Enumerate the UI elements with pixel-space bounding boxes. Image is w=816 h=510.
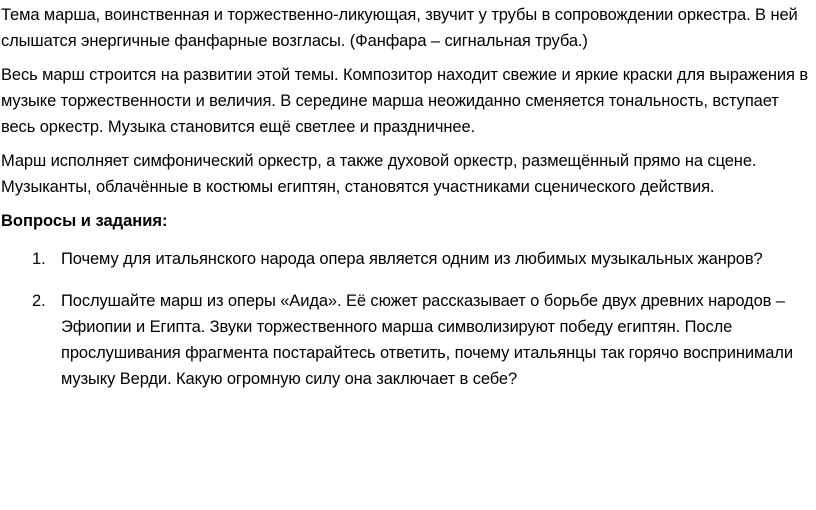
question-text: Почему для итальянского народа опера является одним из любимых музыкальных жанров? — [61, 250, 763, 268]
paragraph-performance: Марш исполняет симфонический оркестр, а также духовой оркестр, размещённый прямо на сцене. Музыканты, облачённые в костюмы египтян, становятся участниками сценического действия. — [1, 152, 757, 196]
paragraph-development: Весь марш строится на развитии этой темы. Композитор находит свежие и яркие краски для выражения в музыке торжественности и величия. В середине марша неожиданно сменяется тональность, вступает весь оркестр. Музыка становится ещё светлее и праздничнее. — [1, 66, 809, 136]
question-item-2 — [1, 288, 810, 392]
question-text: Послушайте марш из оперы «Аида». Её сюжет рассказывает о борьбе двух древних народов – Эфиопии и Египта. Звуки торжественного марша символизируют победу египтян. После прослушивания фрагмента постарайтесь ответить, почему итальянцы так горячо воспринимали музыку Верди. Какую огромную силу она заключает в себе? — [61, 292, 793, 388]
question-number: 2. — [32, 292, 46, 310]
questions-list — [1, 246, 810, 392]
question-number: 1. — [32, 250, 46, 268]
question-item-1 — [1, 246, 810, 272]
questions-heading: Вопросы и задания: — [1, 212, 168, 230]
paragraph-theme: Тема марша, воинственная и торжественно-ликующая, звучит у трубы в сопровождении оркестра. В ней слышатся энергичные фанфарные возгласы. (Фанфара – сигнальная труба.) — [1, 6, 798, 50]
